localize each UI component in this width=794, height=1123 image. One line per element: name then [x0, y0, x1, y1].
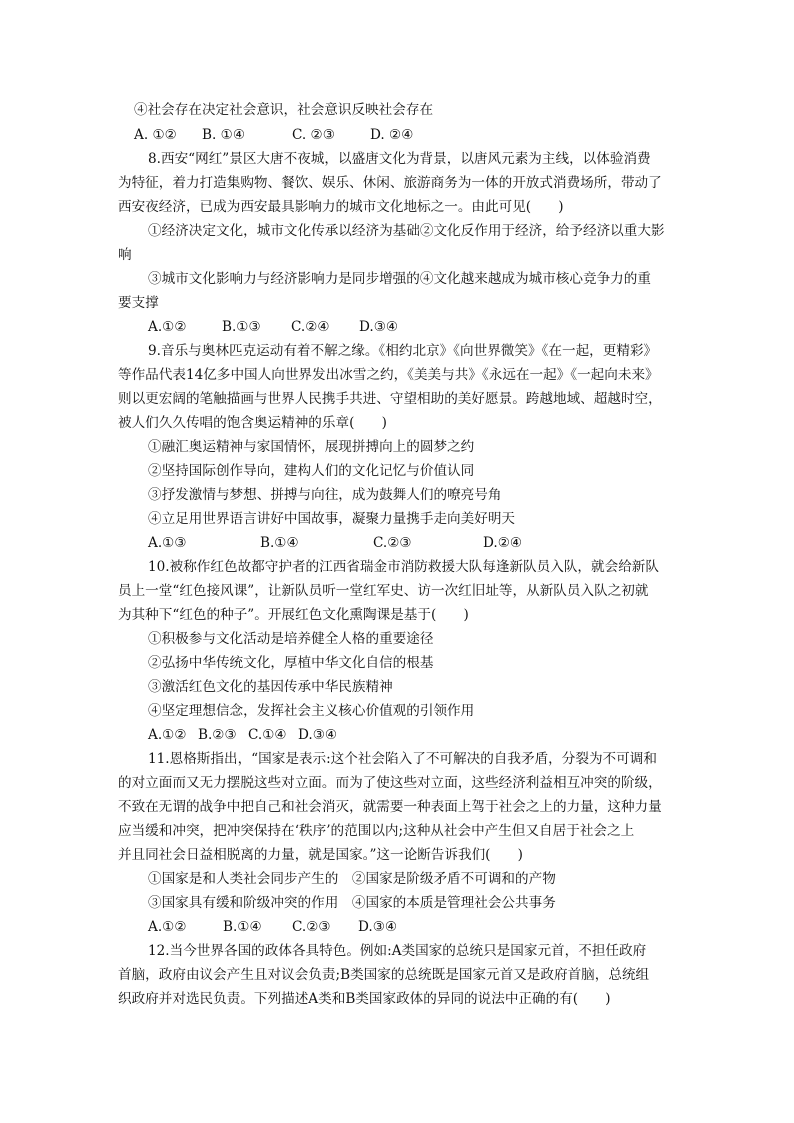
q11-stem-line-5: 并且同社会日益相脱离的力量，就是国家。”这一论断告诉我们( ): [118, 847, 523, 863]
q11-items-line-1: ①国家是和人类社会同步产生的 ②国家是阶级矛盾不可调和的产物: [148, 871, 556, 887]
q7-option-d[interactable]: D. ②④: [370, 127, 414, 143]
q8-item-line-2: 响: [118, 247, 132, 263]
q7-option-c[interactable]: C. ②③: [292, 127, 335, 143]
q10-options: [148, 725, 678, 745]
q8-stem-line-2: 为特征，着力打造集购物、餐饮、娱乐、休闲、旅游商务为一体的开放式消费场所，带动了: [118, 175, 662, 191]
q10-stem-line-2: 员上一堂“红色接风课”，让新队员听一堂红军史、访一次红旧址等，从新队员入队之初就: [118, 583, 649, 599]
q9-options: [148, 533, 678, 553]
q10-stem-line-1: 10.被称作红色故都守护者的江西省瑞金市消防救援大队每逢新队员入队，就会给新队: [148, 559, 659, 575]
q11-stem-line-4: 应当缓和冲突，把冲突保持在‘秩序’的范围以内;这种从社会中产生但又自居于社会之上: [118, 823, 635, 839]
q9-item-2: ②坚持国际创作导向，建构人们的文化记忆与价值认同: [148, 463, 475, 479]
q11-items-line-2: ③国家具有缓和阶级冲突的作用 ④国家的本质是管理社会公共事务: [148, 895, 556, 911]
q7-option-b[interactable]: B. ①④: [202, 127, 246, 143]
q8-stem-line-3: 西安夜经济，已成为西安最具影响力的城市文化地标之一。由此可见( ): [118, 199, 564, 215]
q11-stem-line-1: 11.恩格斯指出，“国家是表示:这个社会陷入了不可解决的自我矛盾，分裂为不可调和: [148, 751, 657, 767]
q10-option-b[interactable]: B.②③: [198, 727, 237, 743]
q10-item-3: ③激活红色文化的基因传承中华民族精神: [148, 679, 393, 695]
q11-stem-line-2: 的对立面而又无力摆脱这些对立面。而为了使这些对立面，这些经济利益相互冲突的阶级，: [118, 775, 662, 791]
q8-item-line-1: ①经济决定文化，城市文化传承以经济为基础②文化反作用于经济，给予经济以重大影: [148, 223, 665, 239]
q12-stem-line-3: 织政府并对选民负责。下列描述A类和B类国家政体的异同的说法中正确的有( ): [118, 991, 611, 1007]
q8-item-line-4: 要支撑: [118, 295, 159, 311]
q9-option-a[interactable]: A.①③: [148, 535, 187, 551]
q8-option-a[interactable]: A.①②: [148, 319, 187, 335]
q9-stem-line-1: 9.音乐与奥林匹克运动有着不解之缘。《相约北京》《向世界微笑》《在一起，更精彩》: [148, 343, 658, 359]
q9-item-4: ④立足用世界语言讲好中国故事，凝聚力量携手走向美好明天: [148, 511, 516, 527]
q9-stem-line-3: 则以更宏阔的笔触描画与世界人民携手共进、守望相助的美好愿景。跨越地域、超越时空，: [118, 391, 662, 407]
q12-stem-line-1: 12.当今世界各国的政体各具特色。例如:A类国家的总统只是国家元首，不担任政府: [148, 943, 647, 959]
q11-stem-line-3: 不致在无谓的战争中把自己和社会消灭，就需要一种表面上驾于社会之上的力量，这种力量: [118, 799, 662, 815]
q9-option-b[interactable]: B.①④: [260, 535, 299, 551]
q8-item-line-3: ③城市文化影响力与经济影响力是同步增强的④文化越来越成为城市核心竞争力的重: [148, 271, 651, 287]
q8-stem-line-1: 8.西安“网红”景区大唐不夜城，以盛唐文化为背景，以唐风元素为主线，以体验消费: [148, 151, 651, 167]
q8-options: [148, 317, 678, 337]
q10-stem-line-3: 为其种下“红色的种子”。开展红色文化熏陶课是基于( ): [118, 607, 469, 623]
q10-option-a[interactable]: A.①②: [148, 727, 187, 743]
q10-item-2: ②弘扬中华传统文化，厚植中华文化自信的根基: [148, 655, 434, 671]
q11-option-c[interactable]: C.②③: [292, 919, 331, 935]
q9-item-1: ①融汇奥运精神与家国情怀，展现拼搏向上的圆梦之约: [148, 439, 475, 455]
q11-options: [148, 917, 678, 937]
q7-option-a[interactable]: A. ①②: [134, 127, 177, 143]
q8-option-b[interactable]: B.①③: [222, 319, 261, 335]
q9-stem-line-2: 等作品代表14亿多中国人向世界发出冰雪之约，《美美与共》《永远在一起》《一起向未来》: [118, 367, 659, 383]
q12-stem-line-2: 首脑，政府由议会产生且对议会负责;B类国家的总统既是国家元首又是政府首脑，总统组: [118, 967, 650, 983]
q7-item-4: ④社会存在决定社会意识，社会意识反映社会存在: [134, 102, 434, 118]
q11-option-a[interactable]: A.①②: [148, 919, 187, 935]
q10-option-d[interactable]: D.③④: [298, 727, 338, 743]
q9-option-d[interactable]: D.②④: [483, 535, 523, 551]
q8-option-c[interactable]: C.②④: [291, 319, 330, 335]
q11-option-d[interactable]: D.③④: [358, 919, 398, 935]
q11-option-b[interactable]: B.①④: [223, 919, 262, 935]
q9-item-3: ③抒发激情与梦想、拼搏与向往，成为鼓舞人们的嘹亮号角: [148, 487, 502, 503]
q7-options: [134, 125, 678, 145]
q9-option-c[interactable]: C.②③: [373, 535, 412, 551]
q10-item-4: ④坚定理想信念，发挥社会主义核心价值观的引领作用: [148, 703, 475, 719]
q10-option-c[interactable]: C.①④: [248, 727, 287, 743]
q8-option-d[interactable]: D.③④: [359, 319, 399, 335]
q10-item-1: ①积极参与文化活动是培养健全人格的重要途径: [148, 631, 434, 647]
q9-stem-line-4: 被人们久久传唱的饱含奥运精神的乐章( ): [118, 415, 387, 431]
